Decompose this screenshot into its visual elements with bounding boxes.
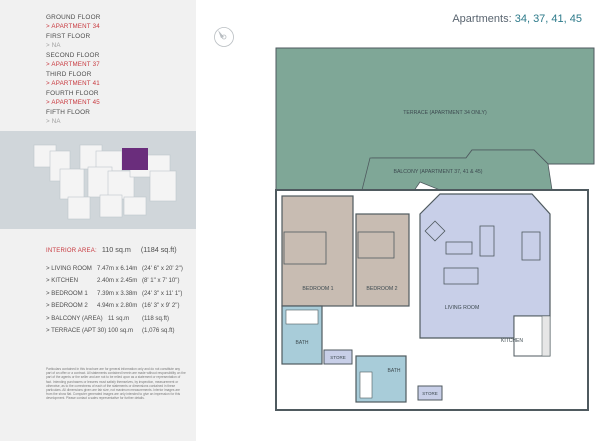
floor-item-first[interactable] [46, 32, 194, 50]
spec-room: > BEDROOM 1 [46, 289, 88, 297]
spec-imperial: (24' 3" x 11' 1") [142, 289, 183, 297]
bath-1-label: BATH [295, 340, 309, 346]
spec-room: > KITCHEN [46, 277, 78, 285]
spec-metric: 11 sq.m [108, 314, 130, 322]
spec-room: > TERRACE (APT 30) [46, 326, 107, 334]
spec-metric: 100 sq.m [108, 326, 134, 334]
floor-apartment-link[interactable]: > APARTMENT 41 [46, 80, 100, 87]
floor-name: FIRST FLOOR [46, 33, 91, 40]
spec-imperial: (118 sq.ft) [142, 314, 169, 322]
bathtub-icon [360, 372, 372, 398]
spec-room: > BALCONY (AREA) [46, 314, 103, 322]
interior-area [46, 245, 196, 257]
room-dimension-list [46, 265, 196, 339]
interior-area-sqm: 110 sq.m [101, 245, 131, 254]
floor-apartment-link: > NA [46, 118, 61, 125]
spec-row [46, 315, 196, 327]
floor-apartment-link[interactable]: > APARTMENT 45 [46, 99, 100, 106]
terrace-label: TERRACE (APARTMENT 34 ONLY) [403, 110, 487, 116]
spec-imperial: (16' 3" x 9' 2") [142, 302, 180, 310]
floor-item-fourth[interactable] [46, 89, 194, 107]
store-1-label: STORE [330, 355, 346, 360]
living-room-label: LIVING ROOM [444, 305, 480, 311]
key-plan-highlight [122, 148, 148, 170]
disclaimer: Particulars contained in this brochure are for general information only and do not constitute any part of an offer or a contract. All statements contained herein are made without responsibility on the part of the agents or the seller and are not to be relied upon as a statement or representation of fact. Intending purchasers or lessees must satisfy themselves, by inspection, measurement or otherwise, as to the correctness of each of the statements or dimensions contained in these particulars. All dimensions given are fair size, not maximum measurements. Interior images are from the show flat. Computer generated images are only intended to give an impression for this development. Please contact a sales representative for further details. [46, 367, 186, 401]
balcony-label: BALCONY (APARTMENT 37, 41 & 45) [393, 169, 483, 175]
spec-row [46, 277, 196, 289]
bedroom-2-label: BEDROOM 2 [366, 286, 398, 292]
spec-metric: 4.94m x 2.80m [97, 302, 138, 310]
page-title-apartments: 34, 37, 41, 45 [514, 13, 582, 25]
spec-imperial: (24' 6" x 20' 2") [142, 265, 183, 272]
specification-block [46, 245, 196, 339]
key-plan-drawing [0, 131, 196, 229]
spec-metric: 2.40m x 2.45m [97, 277, 138, 285]
floor-apartment-link: > NA [46, 42, 61, 49]
spec-metric: 7.47m x 6.14m [97, 265, 138, 272]
floor-apartment-link[interactable]: > APARTMENT 37 [46, 61, 100, 68]
bed-icon [358, 232, 394, 258]
spec-room: > LIVING ROOM [46, 265, 92, 272]
floor-plan [270, 46, 596, 438]
bed-icon [284, 232, 326, 264]
floor-item-second[interactable] [46, 51, 194, 69]
bedroom-1-label: BEDROOM 1 [302, 286, 334, 292]
floor-apartment-link[interactable]: > APARTMENT 34 [46, 23, 100, 30]
kitchen-label: KITCHEN [501, 338, 523, 344]
floor-name: SECOND FLOOR [46, 52, 100, 59]
store-2-label: STORE [422, 391, 438, 396]
floor-name: GROUND FLOOR [46, 14, 101, 21]
compass-icon [213, 26, 235, 48]
spec-room: > BEDROOM 2 [46, 302, 88, 310]
spec-row [46, 265, 196, 277]
bath-2-label: BATH [387, 368, 401, 374]
floor-item-third[interactable] [46, 70, 194, 88]
spec-imperial: (8' 1" x 7' 10") [142, 277, 180, 285]
sidebar [0, 0, 196, 441]
spec-row [46, 327, 196, 339]
bathtub-icon [286, 310, 318, 324]
key-plan [0, 131, 196, 229]
floor-list [46, 13, 194, 127]
kitchen-counter [542, 316, 550, 356]
spec-metric: 7.39m x 3.38m [97, 289, 138, 297]
interior-area-sqft: (1184 sq.ft) [140, 245, 177, 254]
bedroom-2 [356, 214, 409, 306]
spec-row [46, 302, 196, 314]
floor-name: THIRD FLOOR [46, 71, 92, 78]
spec-imperial: (1,076 sq.ft) [142, 326, 175, 334]
floor-name: FOURTH FLOOR [46, 90, 99, 97]
interior-area-label: INTERIOR AREA: [46, 248, 97, 254]
spec-row [46, 290, 196, 302]
floor-name: FIFTH FLOOR [46, 109, 91, 116]
floor-item-ground[interactable] [46, 13, 194, 31]
page-title-label: Apartments: [452, 13, 512, 25]
page-title [452, 13, 582, 25]
floor-item-fifth[interactable] [46, 108, 194, 126]
